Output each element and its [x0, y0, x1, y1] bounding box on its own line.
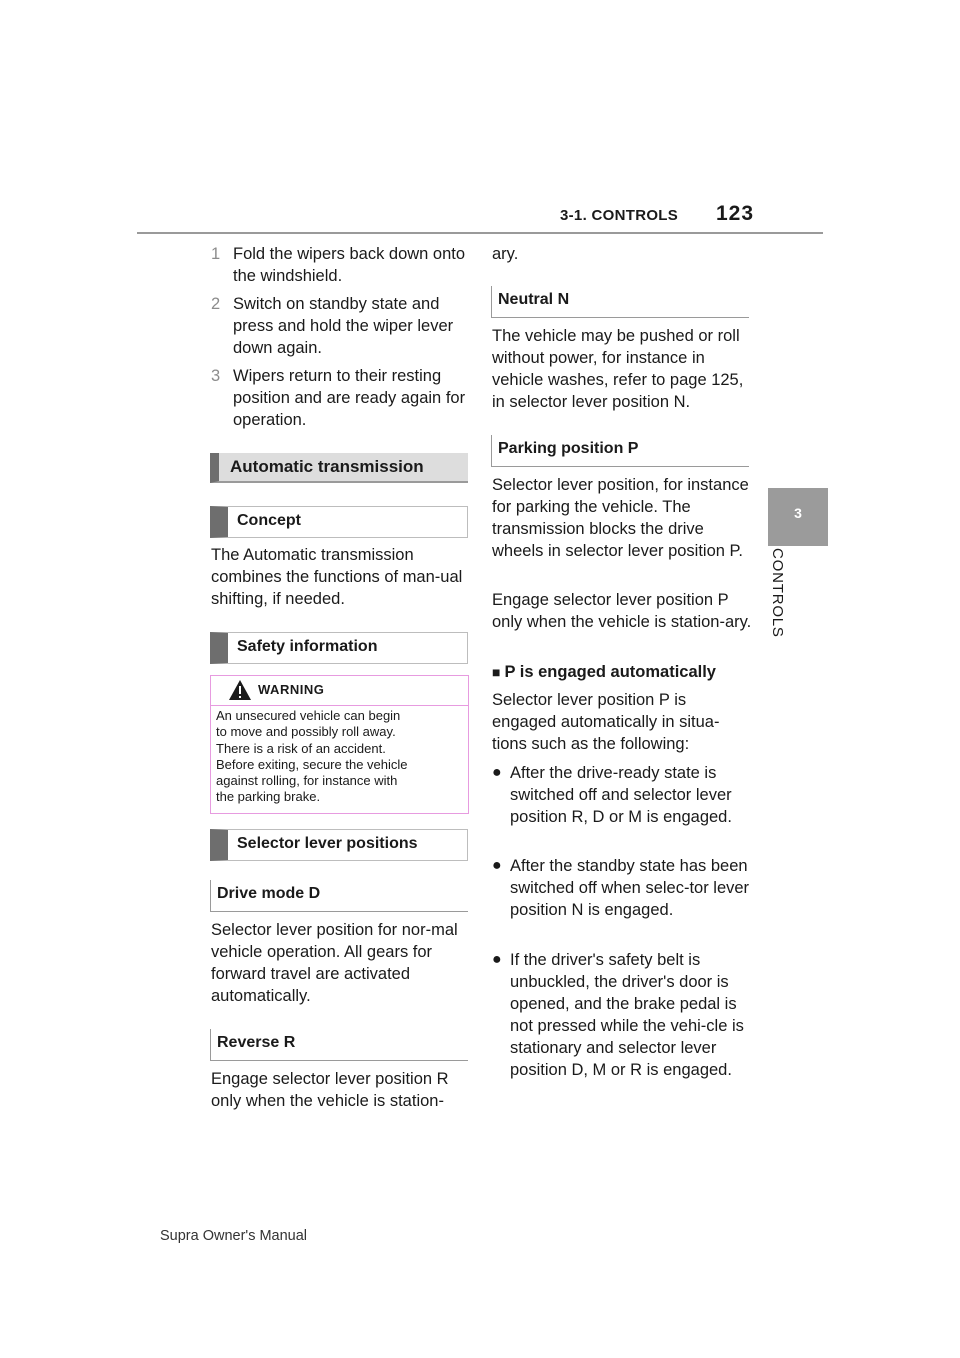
reverse-line-1: Engage selector lever position R [211, 1070, 449, 1088]
reverse-paragraph [211, 1068, 481, 1112]
warning-triangle-icon [228, 679, 252, 701]
heading-text: Drive mode D [217, 885, 321, 902]
heading-neutral-n [491, 286, 749, 318]
step-text: Wipers return to their resting position and are ready again for operation. [233, 367, 466, 429]
warning-header [211, 676, 468, 706]
heading-text: Selector lever positions [237, 835, 418, 852]
bullet-item [492, 949, 754, 1103]
heading-selector-lever-positions [210, 829, 468, 861]
step-text: Switch on standby state and press and hold the wiper lever down again. [233, 295, 454, 357]
heading-text: Concept [237, 512, 301, 529]
warning-line: the parking brake. [216, 789, 321, 805]
reverse-line-2: only when the vehicle is station- [211, 1092, 444, 1110]
bullet-text: If the driver's safety belt is unbuckled, the driver's door is opened, and the brake pedal is not pressed while the vehi-cle is stationary and selector lever position D, M or R is engaged. [510, 951, 744, 1079]
bullet-text: After the standby state has been switched off when selec-tor lever position N is engaged. [510, 857, 750, 919]
heading-text: Neutral N [498, 291, 570, 308]
warning-line: to move and possibly roll away. [216, 724, 396, 740]
drive-mode-paragraph: Selector lever position for nor-mal vehicle operation. All gears for forward travel are activated automatically. [211, 921, 458, 1005]
step-1 [211, 243, 473, 287]
warning-text [216, 708, 466, 806]
chapter-label-container [769, 548, 791, 658]
warning-line: against rolling, for instance with [216, 773, 398, 789]
concept-paragraph: The Automatic transmission combines the functions of man-ual shifting, if needed. [211, 546, 463, 608]
heading-reverse-r [210, 1029, 468, 1061]
warning-title: WARNING [258, 682, 325, 697]
step-2 [211, 293, 473, 359]
bullet-dot-icon: ● [492, 764, 502, 781]
chapter-number: 3 [794, 505, 802, 521]
page-number: 123 [716, 202, 755, 225]
auto-engage-paragraph: Selector lever position P is engaged automatically in situa-tions such as the following: [492, 691, 720, 753]
square-marker-icon: ■ [492, 664, 501, 680]
subheading-p-engaged [492, 661, 754, 683]
warning-line: There is a risk of an accident. [216, 740, 386, 756]
neutral-paragraph: The vehicle may be pushed or roll without power, for instance in vehicle washes, refer to page 125, in selector lever position N. [492, 327, 744, 411]
step-text: Fold the wipers back down onto the windshield. [233, 245, 466, 285]
step-number: 1 [211, 245, 221, 263]
parking-paragraph-2: Engage selector lever position P only when the vehicle is station-ary. [492, 591, 752, 631]
heading-safety-information [210, 632, 468, 664]
warning-line: Before exiting, secure the vehicle [216, 756, 408, 772]
heading-automatic-transmission [210, 453, 468, 483]
heading-parking-position-p [491, 435, 749, 467]
bullet-dot-icon: ● [492, 857, 502, 874]
footer-manual-title: Supra Owner's Manual [160, 1228, 308, 1244]
warning-box [210, 675, 469, 814]
step-number: 2 [211, 295, 221, 313]
heading-text: Automatic transmission [230, 457, 424, 476]
heading-concept [210, 506, 468, 538]
warning-line: An unsecured vehicle can begin [216, 708, 401, 723]
heading-text: Safety information [237, 638, 378, 655]
heading-text: Reverse R [217, 1034, 296, 1051]
step-3 [211, 365, 473, 431]
section-title: 3-1. CONTROLS [560, 207, 679, 224]
header-rule [137, 232, 823, 234]
bullet-item [492, 762, 754, 850]
parking-paragraph-1: Selector lever position, for instance for parking the vehicle. The transmission blocks the drive wheels in selector lever position P. [492, 476, 749, 560]
bullet-item [492, 855, 754, 943]
heading-text: Parking position P [498, 440, 639, 457]
chapter-label: CONTROLS [769, 548, 786, 638]
bullet-dot-icon: ● [492, 951, 502, 968]
reverse-continued: ary. [492, 245, 519, 263]
bullet-text: After the drive-ready state is switched off and selector lever position R, D or M is engaged. [510, 764, 732, 826]
heading-drive-mode-d [210, 880, 468, 912]
step-number: 3 [211, 367, 221, 385]
subheading-text: P is engaged automatically [504, 663, 716, 681]
